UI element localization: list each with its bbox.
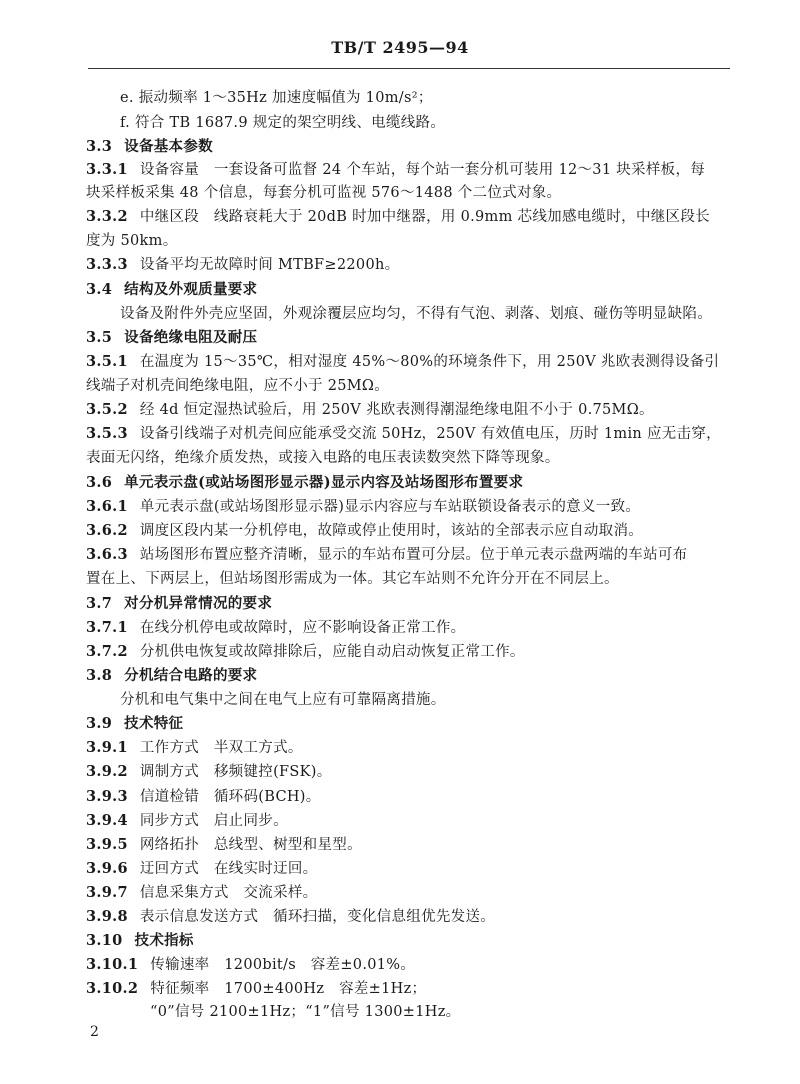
clause-3-7-2: 3.7.2 分机供电恢复或故障排除后，应能自动启动恢复正常工作。 [86, 643, 525, 660]
clause-3-9-4: 3.9.4 同步方式 启止同步。 [86, 812, 288, 829]
section-heading: 3.6 单元表示盘(或站场图形显示器)显示内容及站场图形布置要求 [86, 474, 524, 491]
section-body: 设备及附件外壳应坚固，外观涂覆层应均匀，不得有气泡、剥落、划痕、碰伤等明显缺陷。 [120, 306, 712, 322]
section-heading: 3.7 对分机异常情况的要求 [86, 595, 273, 612]
section-heading: 3.9 技术特征 [86, 715, 184, 732]
clause-3-9-2: 3.9.2 调制方式 移频键控(FSK)。 [86, 763, 332, 780]
clause-3-3-2: 3.3.2 中继区段 线路衰耗大于 20dB 时加中继器，用 0.9mm 芯线加感电缆时，中继区段长 [86, 208, 710, 225]
section-heading: 3.8 分机结合电路的要求 [86, 667, 258, 684]
standard-header: TB/T 2495—94 [331, 38, 469, 57]
clause-3-9-5: 3.9.5 网络拓扑 总线型、树型和星型。 [86, 836, 362, 853]
clause-3-9-6: 3.9.6 迂回方式 在线实时迂回。 [86, 860, 318, 877]
clause-3-9-1: 3.9.1 工作方式 半双工方式。 [86, 739, 303, 756]
clause-3-6-3: 3.6.3 站场图形布置应整齐清晰，显示的车站布置可分层。位于单元表示盘两端的车站可布 [86, 546, 688, 563]
clause-3-7-1: 3.7.1 在线分机停电或故障时，应不影响设备正常工作。 [86, 619, 466, 636]
clause-3-9-8: 3.9.8 表示信息发送方式 循环扫描，变化信息组优先发送。 [86, 908, 496, 925]
clause-3-5-3: 3.5.3 设备引线端子对机壳间应能承受交流 50Hz，250V 有效值电压，历时 1min 应无击穿， [86, 425, 721, 442]
page-number: 2 [90, 1024, 99, 1040]
section-heading: 3.10 技术指标 [86, 932, 194, 949]
clause-3-9-3: 3.9.3 信道检错 循环码(BCH)。 [86, 788, 321, 805]
header-rule [88, 68, 730, 69]
clause-continuation: “0”信号 2100±1Hz；“1”信号 1300±1Hz。 [150, 1004, 461, 1020]
clause-continuation: 线端子对机壳间绝缘电阻，应不小于 25MΩ。 [86, 378, 390, 394]
clause-3-5-1: 3.5.1 在温度为 15～35℃，相对湿度 45%～80%的环境条件下，用 250V 兆欧表测得设备引 [86, 353, 720, 370]
text-line-e: e. 振动频率 1～35Hz 加速度幅值为 10m/s²； [120, 90, 433, 106]
clause-continuation: 度为 50km。 [86, 233, 178, 249]
clause-3-3-3: 3.3.3 设备平均无故障时间 MTBF≥2200h。 [86, 256, 400, 273]
clause-3-6-1: 3.6.1 单元表示盘(或站场图形显示器)显示内容应与车站联锁设备表示的意义一致。 [86, 498, 641, 515]
section-heading: 3.5 设备绝缘电阻及耐压 [86, 329, 258, 346]
section-heading: 3.3 设备基本参数 [86, 138, 213, 155]
clause-3-3-1: 3.3.1 设备容量 一套设备可监督 24 个车站，每个站一套分机可装用 12～31 块采样板，每 [86, 161, 706, 178]
clause-3-5-2: 3.5.2 经 4d 恒定湿热试验后，用 250V 兆欧表测得潮湿绝缘电阻不小于 0.75MΩ。 [86, 401, 654, 418]
section-body: 分机和电气集中之间在电气上应有可靠隔离措施。 [120, 692, 446, 708]
clause-continuation: 表面无闪络，绝缘介质发热，或接入电路的电压表读数突然下降等现象。 [86, 450, 560, 466]
clause-3-10-1: 3.10.1 传输速率 1200bit/s 容差±0.01%。 [86, 956, 416, 973]
clause-continuation: 块采样板采集 48 个信息，每套分机可监视 576～1488 个二位式对象。 [86, 185, 562, 201]
clause-3-10-2: 3.10.2 特征频率 1700±400Hz 容差±1Hz； [86, 980, 427, 997]
section-heading: 3.4 结构及外观质量要求 [86, 281, 258, 298]
clause-3-6-2: 3.6.2 调度区段内某一分机停电，故障或停止使用时，该站的全部表示应自动取消。 [86, 522, 644, 539]
clause-3-9-7: 3.9.7 信息采集方式 交流采样。 [86, 884, 318, 901]
clause-continuation: 置在上、下两层上，但站场图形需成为一体。其它车站则不允许分开在不同层上。 [86, 571, 619, 587]
text-line-f: f. 符合 TB 1687.9 规定的架空明线、电缆线路。 [120, 115, 446, 131]
